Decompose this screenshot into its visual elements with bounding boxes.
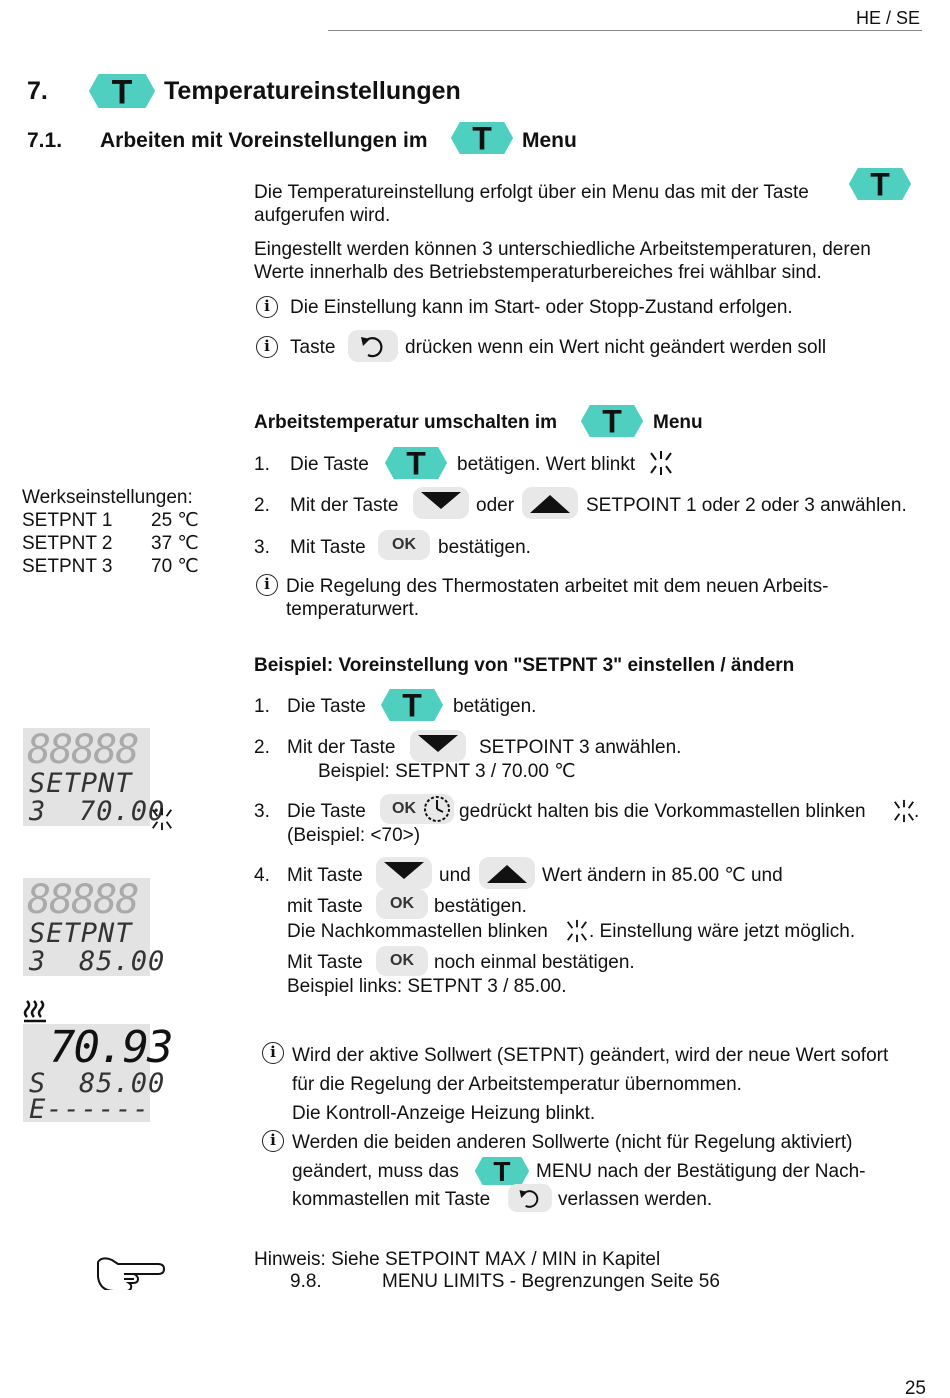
info-icon: i (256, 336, 278, 358)
ok-key-icon: OK (378, 530, 430, 560)
step-text: Die Taste (290, 454, 369, 475)
step-text: Mit Taste (287, 952, 363, 973)
step-text: . Einstellung wäre jetzt möglich. (589, 921, 856, 942)
step-number: 1. (254, 454, 270, 475)
step-text: Mit der Taste (287, 737, 396, 758)
factory-setpoint-value: 70 ℃ (151, 556, 199, 577)
info-note: Die Kontroll-Anzeige Heizung blinkt. (292, 1103, 596, 1124)
up-key-icon (522, 487, 578, 519)
factory-heading: Werkseinstellungen: (22, 487, 193, 508)
down-key-icon (413, 487, 469, 519)
factory-setpoint-value: 25 ℃ (151, 510, 199, 531)
lcd-line3: E------ (29, 1094, 150, 1125)
step-number: 2. (254, 737, 270, 758)
step-text: noch einmal bestätigen. (434, 952, 635, 973)
subsection-title: Arbeiten mit Voreinstellungen im (100, 129, 428, 152)
factory-setpoint-name: SETPNT 2 (22, 533, 113, 554)
subheading-suffix: Menu (653, 412, 703, 433)
lcd-line3-index: 3 (29, 796, 47, 827)
ok-key-icon: OK (376, 946, 428, 976)
step-text: gedrückt halten bis die Vorkommastellen blinken (459, 801, 866, 822)
back-key-icon (508, 1184, 552, 1212)
info-icon: i (256, 296, 278, 318)
blink-icon (892, 798, 916, 824)
step-text: betätigen. (453, 696, 537, 717)
factory-setpoint-name: SETPNT 1 (22, 510, 113, 531)
section-title: Temperatureinstellungen (164, 77, 461, 105)
hint-chapter-text: MENU LIMITS - Begrenzungen Seite 56 (382, 1271, 720, 1292)
t-key-icon (578, 405, 646, 437)
step-number: 2. (254, 495, 270, 516)
step-text: Mit der Taste (290, 495, 399, 516)
step-text: SETPOINT 3 anwählen. (479, 737, 682, 758)
info-icon: i (256, 574, 278, 596)
step-text: betätigen. Wert blinkt (457, 454, 636, 475)
subheading: Arbeitstemperatur umschalten im (254, 412, 558, 433)
info-note: kommastellen mit Taste (292, 1189, 491, 1210)
timer-icon (422, 794, 452, 824)
back-key-icon (348, 330, 398, 362)
step-text: oder (476, 495, 515, 516)
down-key-icon (410, 730, 466, 762)
lcd-display (23, 877, 166, 977)
step-number: 3. (254, 537, 270, 558)
step-text: und (439, 865, 471, 886)
info-note: Werden die beiden anderen Sollwerte (nicht für Regelung aktiviert) (292, 1132, 853, 1153)
lcd-line2: SETPNT (29, 768, 133, 799)
info-note: Die Regelung des Thermostaten arbeitet mit dem neuen Arbeits- (286, 576, 829, 597)
lcd-top-digits: 88888 (27, 877, 138, 923)
info-icon: i (262, 1042, 284, 1064)
step-text: Mit Taste (287, 865, 363, 886)
example-heading: Beispiel: Voreinstellung von "SETPNT 3" einstellen / ändern (254, 655, 795, 676)
step-text: bestätigen. (438, 537, 531, 558)
pointing-hand-icon (94, 1252, 170, 1290)
step-text: Die Taste (287, 696, 366, 717)
step-subtext: Beispiel: SETPNT 3 / 70.00 ℃ (318, 761, 576, 782)
hint-text: Hinweis: Siehe SETPOINT MAX / MIN in Kapitel (254, 1249, 661, 1270)
info-icon: i (262, 1130, 284, 1152)
document-code: HE / SE (855, 8, 920, 28)
step-text: . (914, 801, 920, 822)
hint-chapter-number: 9.8. (290, 1271, 322, 1292)
blink-icon (565, 918, 589, 944)
t-key-icon (474, 1157, 530, 1185)
t-key-icon (382, 447, 450, 479)
up-key-icon (479, 857, 535, 889)
factory-setpoint-name: SETPNT 3 (22, 556, 113, 577)
step-text: Die Taste (287, 801, 366, 822)
step-text: mit Taste (287, 896, 363, 917)
blink-icon (648, 450, 674, 476)
ok-timer-key-icon (380, 794, 454, 824)
info-note: für die Regelung der Arbeitstemperatur übernommen. (292, 1074, 742, 1095)
header-rule (328, 30, 922, 31)
intro-text: Werte innerhalb des Betriebstemperaturbereiches frei wählbar sind. (254, 262, 822, 283)
subsection-title-suffix: Menu (522, 129, 577, 152)
blink-icon (150, 806, 174, 832)
info-note: geändert, muss das (292, 1161, 459, 1182)
lcd-line3-index: 3 (29, 946, 47, 977)
factory-setpoint-value: 37 ℃ (151, 533, 199, 554)
lcd-display (23, 727, 166, 827)
ok-label: OK (392, 800, 416, 818)
t-key-icon (378, 689, 446, 721)
info-note: Die Einstellung kann im Start- oder Stopp-Zustand erfolgen. (290, 297, 793, 318)
section-number: 7. (27, 77, 48, 105)
page-number: 25 (904, 1378, 926, 1398)
step-text: Mit Taste (290, 537, 366, 558)
lcd-line3-value: 70.00 (79, 796, 166, 827)
step-number: 1. (254, 696, 270, 717)
lcd-line2: SETPNT (29, 918, 133, 949)
info-note: verlassen werden. (558, 1189, 713, 1210)
heating-icon (22, 998, 48, 1024)
intro-text: Die Temperatureinstellung erfolgt über ein Menu das mit der Taste (254, 182, 809, 203)
step-text: Wert ändern in 85.00 ℃ und (542, 865, 783, 886)
info-note: Wird der aktive Sollwert (SETPNT) geändert, wird der neue Wert sofort (292, 1045, 889, 1066)
down-key-icon (376, 857, 432, 889)
info-note: MENU nach der Bestätigung der Nach- (536, 1161, 866, 1182)
ok-key-icon: OK (376, 889, 428, 919)
lcd-top-digits: 88888 (27, 727, 138, 773)
step-text: bestätigen. (434, 896, 527, 917)
lcd-line2-value: 85.00 (79, 1068, 166, 1099)
t-key-icon (88, 74, 156, 108)
lcd-line2-index: S (29, 1068, 47, 1099)
info-note: Taste (290, 337, 336, 358)
step-text: Beispiel links: SETPNT 3 / 85.00. (287, 976, 567, 997)
intro-text: Eingestellt werden können 3 unterschiedliche Arbeitstemperaturen, deren (254, 239, 871, 260)
lcd-top-digits: 70.93 (49, 1022, 172, 1073)
step-subtext: (Beispiel: <70>) (287, 825, 421, 846)
t-key-icon (448, 122, 516, 154)
intro-text: aufgerufen wird. (254, 205, 391, 226)
step-text: Die Nachkommastellen blinken (287, 921, 548, 942)
t-key-icon (846, 168, 914, 200)
lcd-line3-value: 85.00 (79, 946, 166, 977)
info-note: temperaturwert. (286, 599, 420, 620)
step-text: SETPOINT 1 oder 2 oder 3 anwählen. (586, 495, 907, 516)
step-number: 3. (254, 801, 270, 822)
info-note: drücken wenn ein Wert nicht geändert werden soll (405, 337, 827, 358)
lcd-display (23, 1022, 172, 1125)
step-number: 4. (254, 865, 270, 886)
subsection-number: 7.1. (27, 129, 63, 152)
